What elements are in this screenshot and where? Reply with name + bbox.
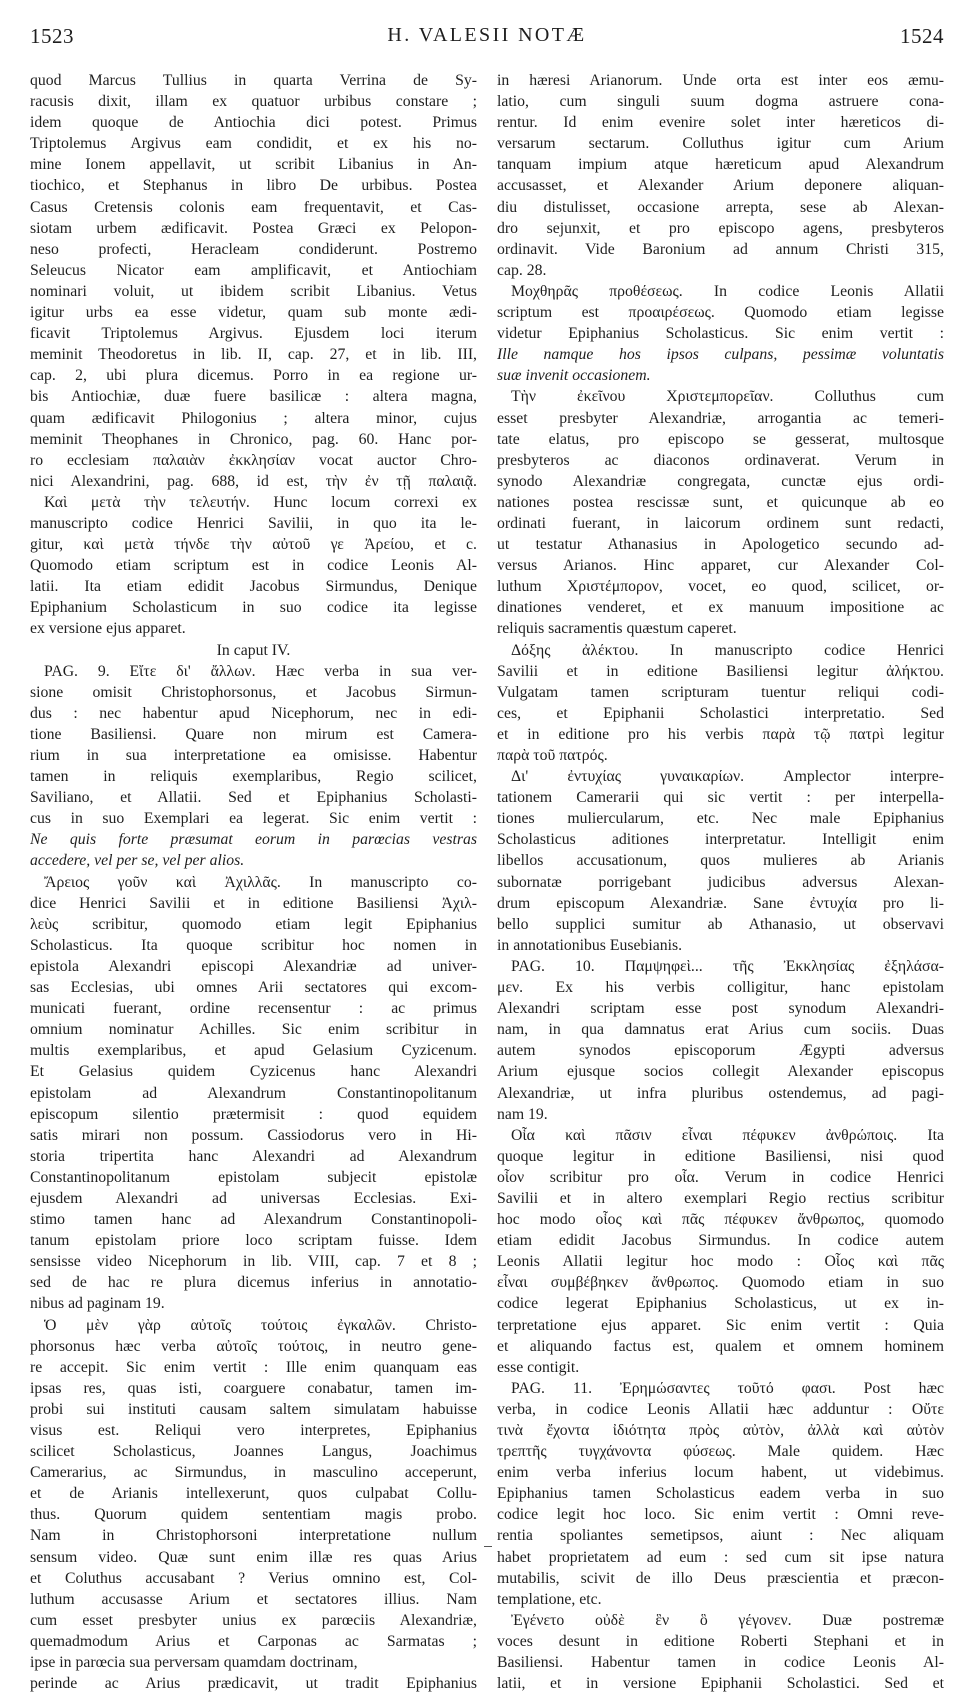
right-column-line: videtur Epiphanius Scholasticus. Sic enim vertit : [497, 325, 944, 343]
left-column-line: Constantinopolitanum epistolam subjecit epistolæ [30, 1168, 477, 1186]
left-column-line: multis exemplaribus, et apud Gelasium Cyzicenum. [30, 1042, 477, 1060]
left-column-line: epistola Alexandri episcopi Alexandriæ ad univer- [30, 957, 477, 975]
right-column-line: enim verba inferius locum habent, ut videbimus. [497, 1464, 944, 1482]
left-column-line: Nam in Christophorsoni interpretatione nullum [30, 1527, 477, 1545]
right-column-line: autem synodos episcoporum Ægypti adversus [497, 1042, 944, 1060]
right-column-line: presbyteros ac diaconos ordinaverat. Verum in [497, 451, 944, 469]
left-column-line: visus est. Reliqui vero interpretes, Epiphanius [30, 1422, 477, 1439]
left-column-line: quemadmodum Arius et Carponas ac Sarmatas ; [30, 1632, 477, 1650]
running-head: H. VALESII NOTÆ [387, 24, 587, 46]
left-column-line: quam ædificavit Philogonius ; altera minor, cujus [30, 409, 477, 427]
left-column-line: epistolam ad Alexandrum Constantinopolitanum [30, 1084, 477, 1102]
right-column-line: scriptum est προαιρέσεως. Quomodo etiam legisse [497, 304, 944, 322]
left-column-line: thus. Quorum quidem sententiam magis probo. [30, 1506, 477, 1524]
left-column-line: Saviliano, et Allatii. Sed et Epiphanius Scholasti- [30, 789, 477, 807]
left-column-line: Ἄρειος γοῦν καὶ Ἀχιλλᾶς. In manuscripto co- [44, 873, 477, 891]
left-column-line: Ὁ μὲν γὰρ αὐτοῖς τούτοις ἐγκαλῶν. Christo- [44, 1316, 477, 1334]
left-column-line: meminit Theodoretus in lib. II, cap. 27, et in lib. III, [30, 346, 477, 364]
right-column-line: templatione, etc. [497, 1590, 602, 1608]
left-column-line: cum esset presbyter unius ex parœciis Alexandriæ, [30, 1611, 477, 1629]
right-column-line: verba, in codice Leonis Allatii hæc adduntur : Οὔτε [497, 1400, 944, 1418]
right-column-line: Οἷα καὶ πᾶσιν εἶναι πέφυκεν ἀνθρώποις. Ita [511, 1126, 944, 1144]
right-column-line: codice legerat Epiphanius Scholasticus, ut ex in- [497, 1295, 944, 1313]
left-column-line: episcopum silentio prætermisit : quod equidem [30, 1105, 477, 1123]
left-column-line: racusis dixit, illam ex quatuor urbibus constare ; [30, 93, 477, 111]
right-column-line: Alexandri scriptam esse post synodum Alexandri- [497, 1000, 944, 1018]
right-column-line: accusasset, et Alexander Arium deponere aliquan- [497, 177, 944, 195]
left-column-line: ipsas res, quas isti, coarguere conabatur, tamen im- [30, 1379, 477, 1397]
right-column-line: Savilii et in editione Basiliensi legitur ἀλήκτου. [497, 662, 944, 680]
left-column-line: omnium nominatur Achilles. Sic enim scribitur in [30, 1021, 477, 1039]
left-column-line: nibus ad paginam 19. [30, 1295, 165, 1313]
left-column-line: tamen in reliquis exemplaribus, Regio scilicet, [30, 768, 477, 786]
right-column-line: tanquam impium atque hæreticum apud Alexandrum [497, 156, 944, 174]
right-column [497, 70, 944, 1694]
right-column-line: synodo Alexandriæ congregata, cunctæ ejus ordi- [497, 472, 944, 490]
left-column-line: bis Antiochiæ, duæ fuere basilicæ : altera magna, [30, 388, 477, 406]
right-column-line: esset presbyter Alexandriæ, arrogantia ac temeri- [497, 409, 944, 427]
left-column-line: luthum accusasse Arium et sectatores illius. Nam [30, 1590, 477, 1608]
right-column-line: drum episcopum Alexandriæ. Sane ἐντυχία pro li- [497, 894, 944, 912]
left-column-line: Et Gelasius quidem Cyzicenus hanc Alexandri [30, 1063, 477, 1081]
right-column-line: mutabilis, scivit de illo Deus præscientia et præcon- [497, 1569, 944, 1587]
left-column-line: et Coluthus accusabant ? Verius omnino est, Col- [30, 1569, 477, 1587]
right-column-line: luthum Χριστέμπορον, vocet, eo quod, scilicet, or- [497, 578, 944, 596]
left-column-line: nominari voluit, ut ibidem scribit Libanius. Vetus [30, 282, 477, 300]
left-column-line: manuscripto codice Henrici Savilii, in quo ita le- [30, 514, 477, 532]
right-column-line: ut testatur Athanasius in Apologetico secundo ad- [497, 536, 944, 554]
left-column-line: cus in suo Exemplari ea legerat. Sic enim vertit : [30, 810, 477, 828]
right-column-line: μεν. Ex his verbis colligitur, hanc epistolam [497, 979, 944, 997]
right-column-line: in hæresi Arianorum. Unde orta est inter eos æmu- [497, 72, 944, 89]
right-column-line: hoc modo οἷος καὶ πᾶς πέφυκεν ἄνθρωπος, quomodo [497, 1211, 944, 1229]
left-column-line: In caput IV. [216, 641, 291, 659]
left-column-line: tanum epistolam priore loco scriptam fuisse. Idem [30, 1232, 477, 1250]
left-column-line: sensum video. Quæ sunt enim illæ res quas Arius [30, 1548, 477, 1566]
left-column-line: neso profecti, Heracleam condiderunt. Postremo [30, 240, 477, 258]
right-column-line: Δι' ἐντυχίας γυναικαρίων. Amplector interpre- [511, 768, 944, 786]
right-column-line: Τὴν ἐκεῖνου Χριστεμπορεῖαν. Colluthus cum [511, 388, 944, 406]
left-column-line: ejusdem Alexandri ad universas Ecclesias. Exi- [30, 1189, 477, 1207]
right-column-line: dro sejunxit, et pro episcopo agens, presbyteros [497, 219, 944, 237]
right-column-line: Vulgatam tamen scripturam tuentur reliqui codi- [497, 683, 944, 701]
left-column-line: et de Arianis intellexerunt, quos culpabat Collu- [30, 1485, 477, 1503]
left-column-line: igitur urbs ea esse videtur, quam sub monte ædi- [30, 304, 477, 322]
right-column-line: Ἐγένετο οὐδὲ ἓν ὃ γέγονεν. Duæ postremæ [511, 1611, 944, 1629]
right-column-line: diu distulisset, occasione arrepta, sese ab Alexan- [497, 198, 944, 216]
right-column-line: habet proprietatem ad eum : sed cum sit ipse natura [497, 1548, 944, 1566]
left-column-line: Quomodo etiam scriptum est in codice Leonis Al- [30, 557, 477, 575]
right-column-line: Μοχθηρᾶς προθέσεως. In codice Leonis Allatii [511, 282, 944, 300]
right-column-line: dinationes venderet, et ex manuum impositione ac [497, 599, 944, 617]
right-column-line: terpretatione ejus apparet. Sic enim vertit : Quia [497, 1316, 944, 1334]
page-number-left: 1523 [30, 24, 74, 48]
right-column-line: Epiphanius tamen Scholasticus eadem verba in suo [497, 1485, 944, 1503]
right-column-line: versus Arianos. Hinc apparet, cur Alexander Col- [497, 557, 944, 575]
left-column-line: Epiphanium Scholasticum in suo codice ita legisse [30, 599, 477, 617]
right-column-line: et in editione pro his verbis παρὰ τῷ πατρὶ legitur [497, 725, 944, 743]
left-column-line: nici Alexandrini, pag. 688, id est, τὴν ἐν τῇ παλαιᾷ. [30, 472, 477, 490]
left-column-line: municati fuerant, ordine recensentur : ac primus [30, 1000, 477, 1018]
left-column-line: satis mirari non possum. Cassiodorus vero in Hi- [30, 1126, 477, 1144]
left-column-line: sas Ecclesias, ubi omnes Arii sectatores qui excom- [30, 979, 477, 997]
left-column-line: Camerarius, ac Sirmundus, in masculino acceperunt, [30, 1464, 477, 1482]
left-column-line: mine Ionem appellavit, ut scribit Libanius in An- [30, 156, 477, 174]
right-column-line: Ille namque hos ipsos culpans, pessimæ voluntatis [497, 346, 944, 364]
left-column-line: meminit Theophanes in Chronico, pag. 60. Hanc por- [30, 430, 477, 448]
left-column-line: tione Basiliensi. Quare non mirum est Camera- [30, 725, 477, 743]
left-column-line: Καὶ μετὰ τὴν τελευτήν. Hunc locum correxi ex [44, 493, 477, 511]
right-column-line: ces, et Epiphanii Scholastici interpretatio. Sed [497, 704, 944, 722]
right-column-line: PAG. 11. Ἐρημώσαντες τοῦτό φασι. Post hæc [511, 1379, 944, 1397]
right-column-line: tate elatus, pro episcopo se gesserat, multosque [497, 430, 944, 448]
right-column-line: rentia spoliantes semetipsos, aiunt : Nec aliquam [497, 1527, 944, 1545]
left-column-line: stimo tamen hanc ad Alexandrum Constantinopoli- [30, 1211, 477, 1229]
right-column-line: ordinati fuerant, in laicorum ordinem sunt redacti, [497, 514, 944, 532]
right-column-line: bello supplici sumitur ab Athanasio, ut observavi [497, 915, 944, 933]
right-column-line: Scholasticus aditiones interpretatur. Intelligit enim [497, 831, 944, 849]
right-column-line: nam, in qua damnatus erat Arius cum sociis. Duas [497, 1021, 944, 1039]
left-column-line: rium in sua interpretatione ea omisisse. Habentur [30, 747, 477, 764]
right-column-line: nationes postea rescissæ sunt, et quicunque ab eo [497, 493, 944, 511]
left-column-line: Casus Cretensis colonis eam frequentavit, et Cas- [30, 198, 477, 216]
right-column-line: PAG. 10. Παμψηφεὶ... τῆς Ἐκκλησίας ἐξηλάσα- [511, 957, 944, 975]
right-column-line: rentur. Id enim evenire solet inter hæreticos di- [497, 114, 944, 132]
right-column-line: cap. 28. [497, 261, 547, 279]
left-column-line: PAG. 9. Εἴτε δι' ἄλλων. Hæc verba in sua ver- [44, 662, 477, 680]
page-number-right: 1524 [900, 24, 944, 48]
right-column-line: οἷον scribitur pro οἷα. Verum in codice Henrici [497, 1168, 944, 1186]
left-column-line: λεὺς scribitur, quomodo etiam legit Epiphanius [30, 915, 477, 933]
left-column-line: scilicet Scholasticus, Joannes Langus, Joachimus [30, 1443, 477, 1461]
footer-rule [484, 1546, 492, 1547]
right-column-line: quoque legitur in editione Basiliensi, nisi quod [497, 1147, 944, 1165]
left-column-line: Seleucus Nicator eam amplificavit, et Antiochiam [30, 261, 477, 279]
left-column-line: ro ecclesiam παλαιὰν ἐκκλησίαν vocat auctor Chro- [30, 451, 477, 469]
left-column-line: probi sui instituti causam saltem simulatam habuisse [30, 1400, 477, 1418]
left-column-line: phorsonus hæc verba αὐτοῖς τούτοις, in neutro gene- [30, 1337, 477, 1355]
left-column-line: quod Marcus Tullius in quarta Verrina de Sy- [30, 72, 477, 89]
right-column-line: latii, et in versione Epiphanii Scholastici. Sed et [497, 1675, 944, 1693]
left-column-line: ficavit Triptolemus Argivus. Ejusdem loci iterum [30, 325, 477, 343]
right-column-line: Savilii et in altero exemplari Regio rectius scribitur [497, 1189, 944, 1207]
page-header [30, 10, 944, 58]
right-column-line: etiam edidit Jacobus Sirmundus. In codice autem [497, 1232, 944, 1250]
right-column-line: παρὰ τοῦ πατρός. [497, 747, 608, 764]
left-column-line: re accepit. Sic enim vertit : Ille enim quanquam eas [30, 1358, 477, 1376]
right-column-line: latio, cum singuli suum dogma astruere cona- [497, 93, 944, 111]
right-column-line: εἶναι συμβέβηκεν ἄνθρωπος. Quomodo etiam in suo [497, 1274, 944, 1292]
right-column-line: nam 19. [497, 1105, 548, 1123]
right-column-line: versarum sectarum. Colluthus igitur cum Arium [497, 135, 944, 153]
right-column-line: subornatæ porrigebant judicibus adversus Alexan- [497, 873, 944, 891]
right-column-line: reliquis sacramentis quæstum caperet. [497, 620, 737, 638]
left-column-line: storia tripertita hanc Alexandri ad Alexandrum [30, 1147, 477, 1165]
left-column-line: Triptolemus Argivus eam condidit, et ex his no- [30, 135, 477, 153]
left-column-line: ipse in parœcia sua perversam quamdam doctrinam, [30, 1654, 358, 1672]
right-column-line: esse contigit. [497, 1358, 580, 1376]
left-column-line: cap. 2, ubi plura dicemus. Porro in ea regione ur- [30, 367, 477, 385]
left-column-line: gitur, καὶ μετὰ τήνδε τὴν αὐτοῦ γε Ἀρείου, et c. [30, 536, 477, 554]
right-column-line: Arium ejusque socios collegit Alexander episcopus [497, 1063, 944, 1081]
left-column-line: perinde ac Arius prædicavit, ut tradit Epiphanius [30, 1675, 477, 1693]
left-column-line: dice Henrici Savilii et in editione Basiliensi Ἀχιλ- [30, 894, 477, 912]
right-column-line: Alexandriæ, ut infra pluribus ostendemus, ad pagi- [497, 1084, 944, 1102]
left-column-line: sione omisit Christophorsonus, et Jacobus Sirmun- [30, 683, 477, 701]
left-column-line: accedere, vel per se, vel per alios. [30, 852, 245, 870]
right-column-line: suæ invenit occasionem. [497, 367, 651, 385]
left-column-line: sed de hac re plura dicemus inferius in annotatio- [30, 1274, 477, 1292]
right-column-line: τρεπτῆς τυγχάνοντα φύσεως. Male quidem. Hæc [497, 1443, 944, 1461]
right-column-line: et aliquando factus est, qualem et omnem hominem [497, 1337, 944, 1355]
right-column-line: τινὰ ἔχοντα ἰδιότητα πρὸς αὐτὸν, ἀλλὰ καὶ αὐτὸν [497, 1422, 944, 1439]
left-column [30, 70, 477, 1694]
left-column-line: siotam urbem ædificavit. Postea Græci ex Pelopon- [30, 219, 477, 237]
left-column-line: Scholasticus. Ita quoque scribitur hoc nomen in [30, 936, 477, 954]
right-column-line: Δόξης ἀλέκτου. In manuscripto codice Henrici [511, 641, 944, 659]
left-column-line: sensisse video Nicephorum in lib. VIII, cap. 7 et 8 ; [30, 1253, 477, 1271]
right-column-line: tationem Camerarii qui sic vertit : per interpella- [497, 789, 944, 807]
left-column-line: idem quoque de Antiochia dici potest. Primus [30, 114, 477, 132]
right-column-line: codice legit hoc loco. Sic enim vertit : Omni reve- [497, 1506, 944, 1524]
right-column-line: Basiliensi. Habentur tamen in codice Leonis Al- [497, 1654, 944, 1672]
left-column-line: latii. Ita etiam edidit Jacobus Sirmundus, Denique [30, 578, 477, 596]
right-column-line: ordinavit. Vide Baronium ad annum Christi 315, [497, 240, 944, 258]
left-column-line: Ne quis forte præsumat eorum in parœcias vestras [30, 831, 477, 849]
left-column-line: dus : nec habentur apud Nicephorum, nec in edi- [30, 704, 477, 722]
right-column-line: tiones muliercularum, etc. Nec male Epiphanius [497, 810, 944, 828]
right-column-line: Leonis Allatii legitur hoc modo : Οἷος καὶ πᾶς [497, 1253, 944, 1271]
right-column-line: in annotationibus Eusebianis. [497, 936, 683, 954]
right-column-line: libellos accusationum, quos mulieres ab Arianis [497, 852, 944, 870]
left-column-line: tiochico, et Stephanus in libro De urbibus. Postea [30, 177, 477, 195]
left-column-line: ex versione ejus apparet. [30, 620, 186, 638]
right-column-line: voces desunt in editione Roberti Stephani et in [497, 1632, 944, 1650]
